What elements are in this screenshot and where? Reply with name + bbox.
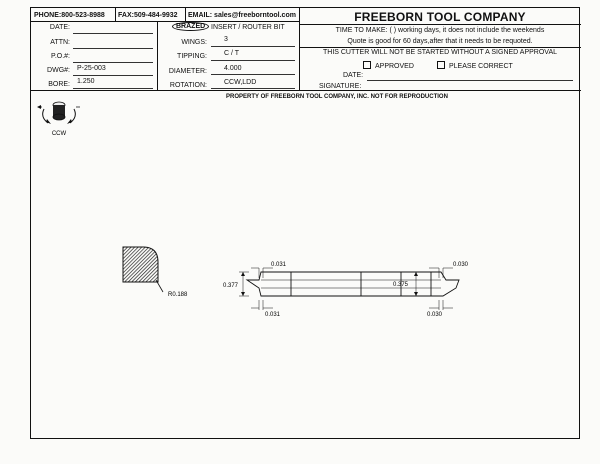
approved-checkbox[interactable] — [363, 61, 414, 70]
rotation-label: ROTATION: — [169, 82, 207, 89]
divider — [299, 47, 581, 48]
wings-value: 3 — [224, 36, 228, 43]
attn-field[interactable] — [73, 48, 153, 49]
tipping-label: TIPPING: — [177, 53, 207, 60]
phone-number: PHONE:800-523-8988 — [34, 12, 105, 19]
email-address: EMAIL: sales@freeborntool.com — [188, 12, 296, 19]
bore-value: 1.250 — [77, 78, 95, 85]
dim-center: 0.375 — [393, 282, 409, 288]
dwg-field[interactable] — [73, 75, 153, 76]
quote-validity: Quote is good for 60 days,after that it needs to be requoted. — [347, 38, 533, 45]
signature-label: SIGNATURE: — [319, 83, 362, 90]
property-note: PROPERTY OF FREEBORN TOOL COMPANY, INC. NOT FOR REPRODUCTION — [226, 94, 448, 100]
divider — [31, 90, 581, 91]
wings-field[interactable] — [211, 46, 295, 47]
approval-date-field[interactable] — [367, 80, 573, 81]
checkbox-icon — [363, 61, 371, 69]
checkbox-icon — [437, 61, 445, 69]
please-correct-checkbox[interactable] — [437, 61, 513, 70]
approval-warning: THIS CUTTER WILL NOT BE STARTED WITHOUT A SIGNED APPROVAL — [322, 49, 558, 56]
diameter-field[interactable] — [211, 74, 295, 75]
approved-label: APPROVED — [375, 63, 414, 70]
hatched-profile — [123, 247, 158, 282]
rotation-field[interactable] — [211, 88, 295, 89]
po-field[interactable] — [73, 62, 153, 63]
company-name: FREEBORN TOOL COMPANY — [354, 10, 526, 24]
drawing-sheet — [30, 7, 580, 439]
dim-left-height: 0.377 — [223, 283, 239, 289]
dwg-label: DWG#: — [47, 67, 70, 74]
divider — [31, 21, 299, 22]
divider — [157, 21, 158, 90]
diameter-label: DIAMETER: — [168, 68, 207, 75]
dim-bottom-left: 0.031 — [265, 312, 281, 318]
tipping-field[interactable] — [211, 60, 295, 61]
attn-label: ATTN: — [50, 39, 70, 46]
fax-number: FAX:509-484-9932 — [118, 12, 178, 19]
radius-label: R0.188 — [168, 292, 188, 298]
date-label: DATE: — [49, 24, 70, 31]
dim-top-right: 0.030 — [453, 262, 469, 268]
approval-date-label: DATE: — [343, 72, 364, 79]
please-correct-label: PLEASE CORRECT — [449, 63, 513, 70]
wings-label: WINGS: — [181, 39, 207, 46]
dim-top-left: 0.031 — [271, 262, 287, 268]
dim-bottom-right: 0.030 — [427, 312, 443, 318]
tipping-value: C / T — [224, 50, 240, 57]
ccw-label: CCW — [51, 131, 67, 137]
divider — [299, 24, 581, 25]
po-label: P.O.#: — [51, 53, 70, 60]
brazed-option[interactable]: BRAZED — [172, 22, 209, 31]
bit-profile-drawing — [221, 258, 471, 322]
bore-label: BORE: — [48, 81, 70, 88]
diameter-value: 4.000 — [224, 65, 242, 72]
time-to-make: TIME TO MAKE: ( ) working days, it does not include the weekends — [335, 27, 545, 34]
bore-field[interactable] — [73, 88, 153, 89]
divider — [185, 8, 186, 21]
dwg-value: P-25-003 — [77, 65, 106, 72]
rotation-value: CCW,LDD — [224, 79, 257, 86]
date-field[interactable] — [73, 33, 153, 34]
insert-router-options: INSERT / ROUTER BIT — [211, 24, 285, 31]
ccw-rotation-icon — [34, 95, 84, 139]
divider — [115, 8, 116, 21]
